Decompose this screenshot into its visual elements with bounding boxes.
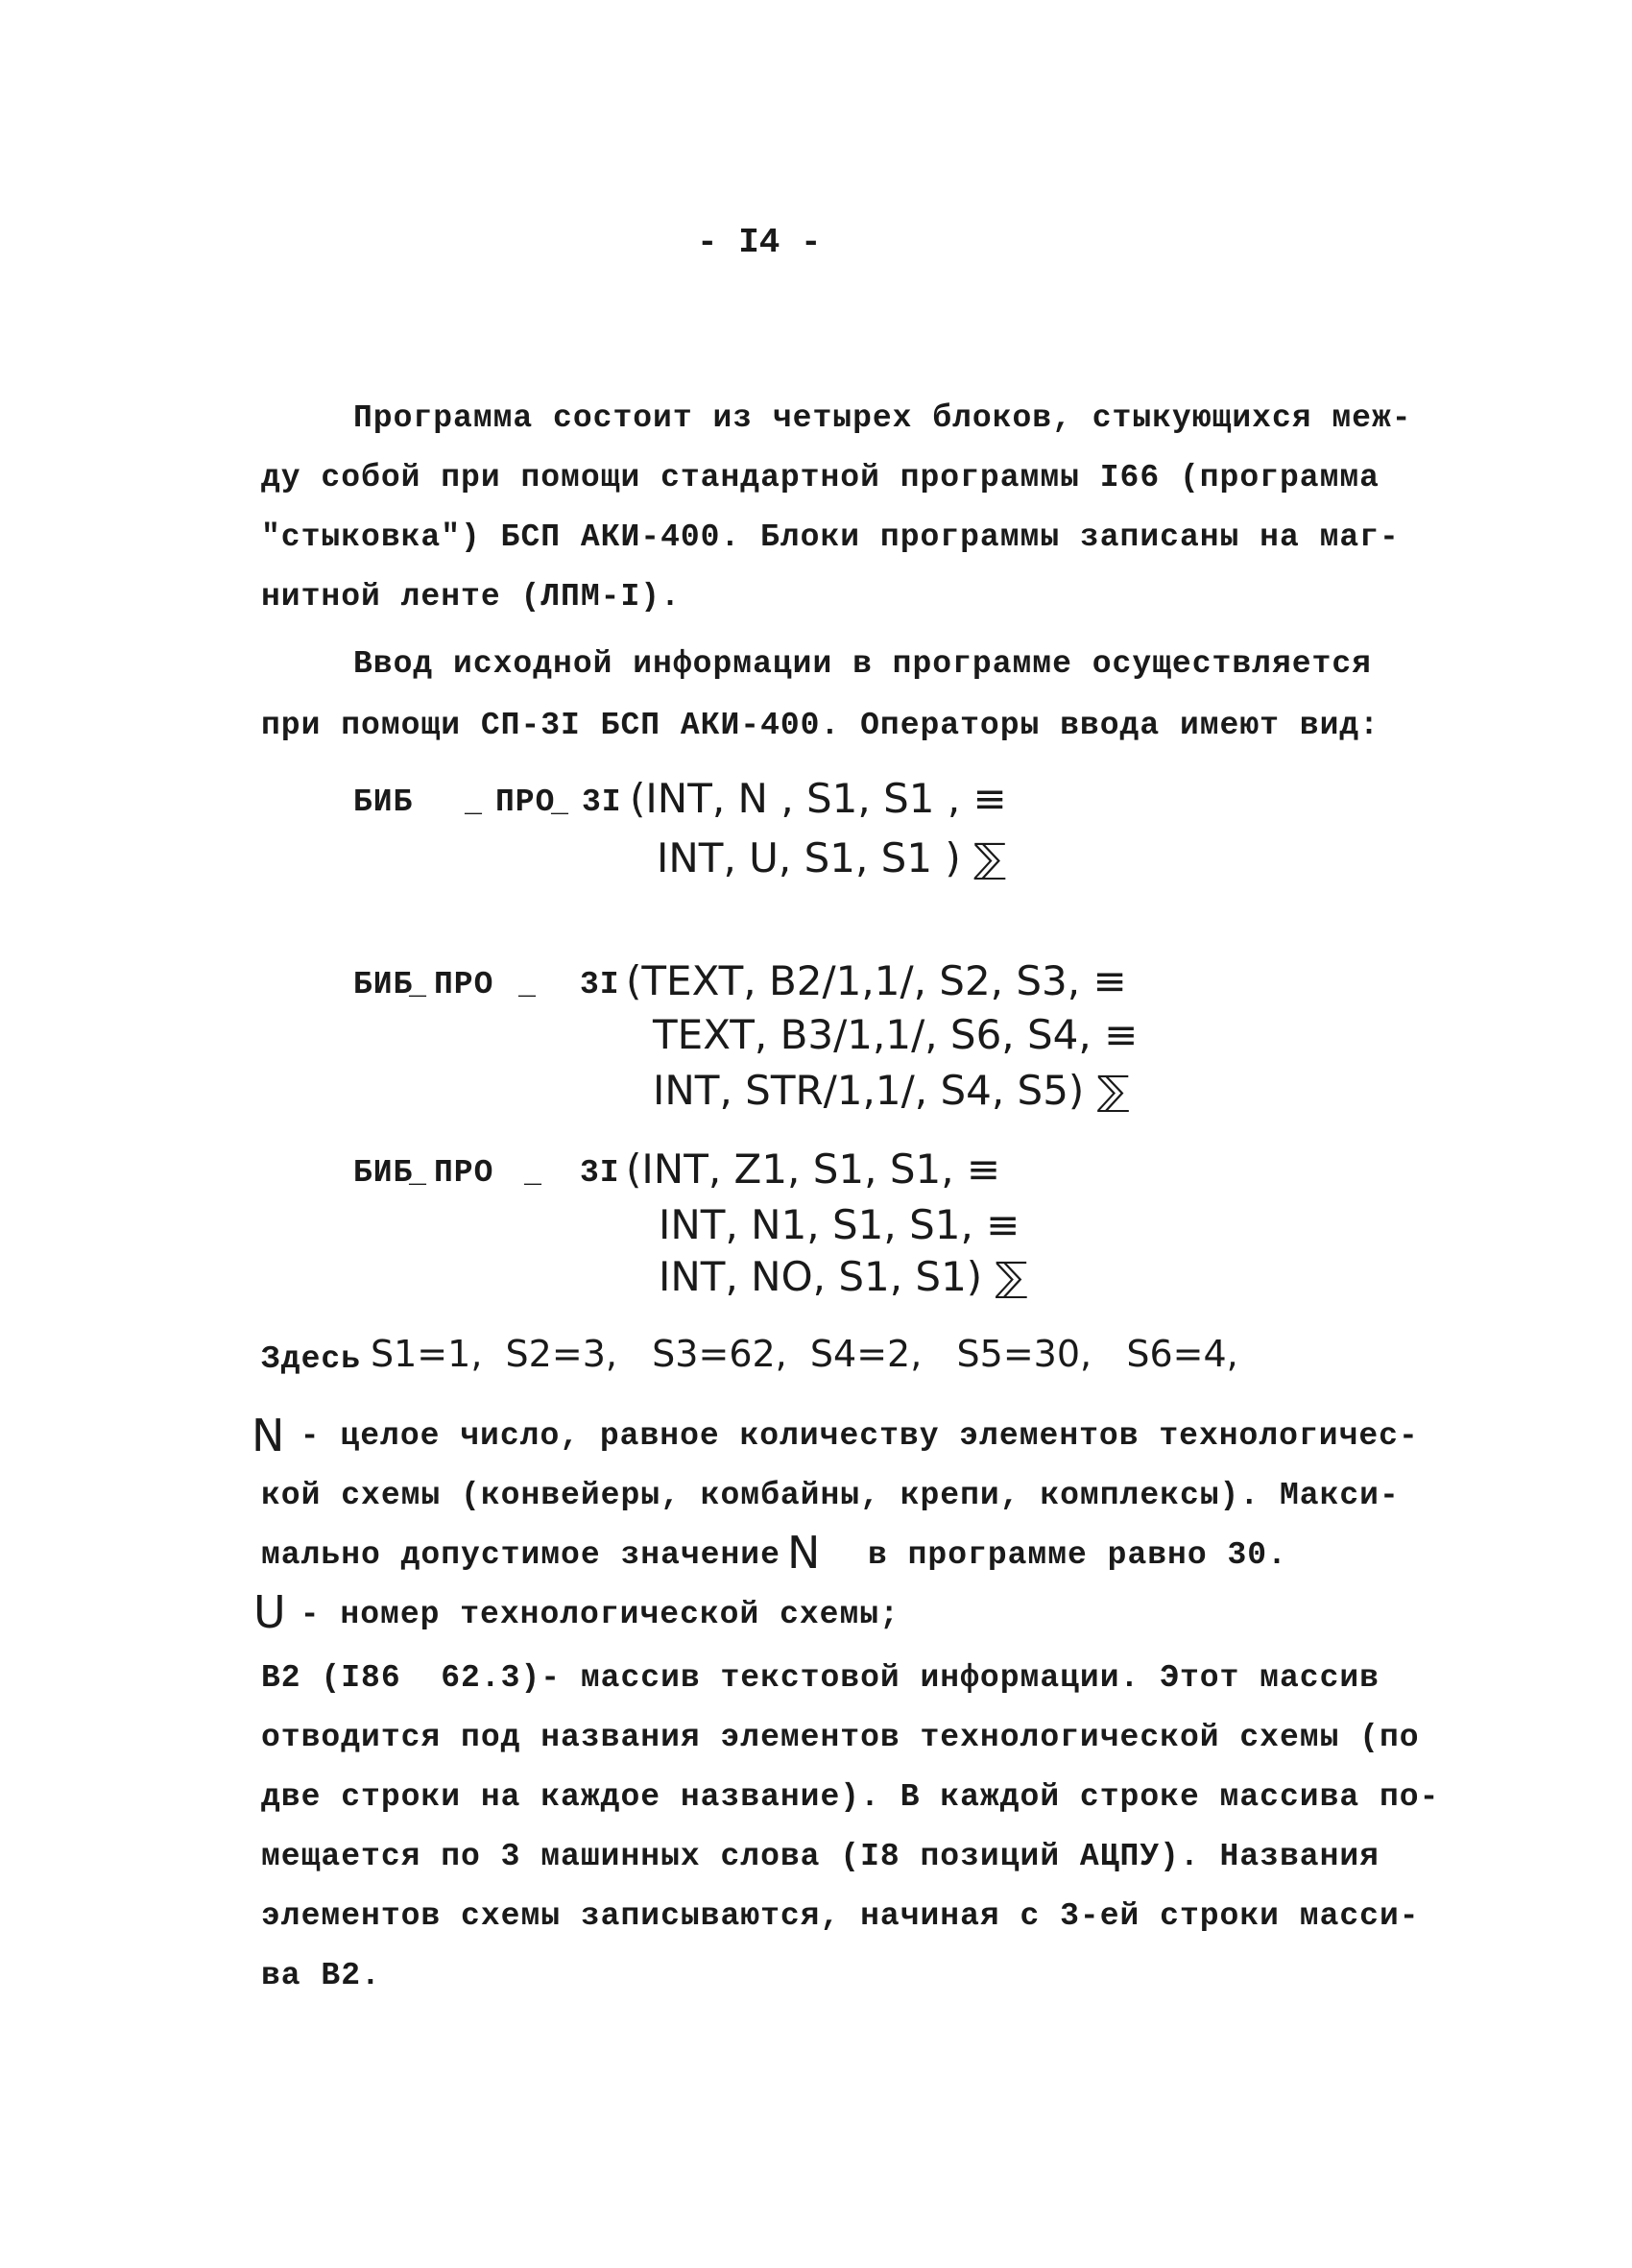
operator2-label: БИБ [353, 967, 414, 1002]
b2-description-line2: отводится под названия элементов технологической схемы (по [261, 1720, 1420, 1755]
n-description-line2: кой схемы (конвейеры, комбайны, крепи, комплексы). Макси- [261, 1478, 1400, 1513]
n-description-line1: - целое число, равное количеству элементов технологичес- [280, 1418, 1419, 1454]
operator3-underscore2: _ [524, 1159, 543, 1192]
definitions-values: S1=1, S2=3, S3=62, S4=2, S5=30, S6=4, [371, 1333, 1238, 1375]
n-description-line3-end: в программе равно 30. [868, 1537, 1287, 1573]
operator1-line1: (INT, N , S1, S1 , ≡ [630, 775, 1007, 822]
paragraph2-line1: Ввод исходной информации в программе осуществляется [353, 646, 1372, 682]
n-symbol-inline: N [787, 1527, 821, 1579]
operator1-label: БИБ [353, 784, 414, 820]
operator2-underscore2: _ [518, 971, 538, 1003]
operator2-line1: (TEXT, B2/1,1/, S2, S3, ≡ [626, 957, 1127, 1004]
b2-description-line3: две строки на каждое название). В каждой строке массива по- [261, 1779, 1440, 1815]
operator1-underscore2: _ [551, 788, 570, 821]
operator3-line3: INT, NO, S1, S1) ⅀ [659, 1253, 1028, 1300]
operator1-line2: INT, U, S1, S1 ) ⅀ [657, 834, 1007, 881]
operator3-underscore1: _ [409, 1159, 428, 1192]
operator3-pro: ПРО [434, 1155, 494, 1191]
n-description-line3-start: мально допустимое значение [261, 1537, 780, 1573]
operator2-underscore1: _ [409, 971, 428, 1003]
paragraph1-line1: Программа состоит из четырех блоков, стыкующихся меж- [353, 400, 1412, 436]
operator1-num: 3I [582, 784, 622, 820]
u-description: - номер технологической схемы; [280, 1597, 900, 1632]
operator3-line1: (INT, Z1, S1, S1, ≡ [626, 1146, 1001, 1193]
operator1-underscore1: _ [465, 788, 484, 821]
paragraph1-line4: нитной ленте (ЛПМ-I). [261, 579, 681, 615]
operator1-pro: ПРО [495, 784, 556, 820]
operator2-pro: ПРО [434, 967, 494, 1002]
operator3-line2: INT, N1, S1, S1, ≡ [659, 1201, 1020, 1248]
operator3-num: 3I [580, 1155, 620, 1191]
definitions-intro: Здесь [261, 1341, 362, 1377]
operator3-label: БИБ [353, 1155, 414, 1191]
operator2-line3: INT, STR/1,1/, S4, S5) ⅀ [653, 1067, 1130, 1114]
page-number: - I4 - [697, 223, 822, 262]
u-symbol: U [253, 1586, 286, 1638]
paragraph1-line3: "стыковка") БСП АКИ-400. Блоки программы записаны на маг- [261, 519, 1400, 555]
paragraph2-line2: при помощи СП-3I БСП АКИ-400. Операторы ввода имеют вид: [261, 708, 1380, 743]
b2-description-line6: ва B2. [261, 1958, 381, 1993]
paragraph1-line2: ду собой при помощи стандартной программы I66 (программа [261, 460, 1380, 495]
b2-description-line4: мещается по 3 машинных слова (I8 позиций АЦПУ). Названия [261, 1839, 1380, 1874]
operator2-num: 3I [580, 967, 620, 1002]
n-symbol: N [252, 1410, 285, 1461]
b2-description-line5: элементов схемы записываются, начиная с 3-ей строки масси- [261, 1898, 1420, 1934]
b2-description-line1: B2 (I86 62.3)- массив текстовой информации. Этот массив [261, 1660, 1380, 1696]
operator2-line2: TEXT, B3/1,1/, S6, S4, ≡ [653, 1011, 1139, 1058]
